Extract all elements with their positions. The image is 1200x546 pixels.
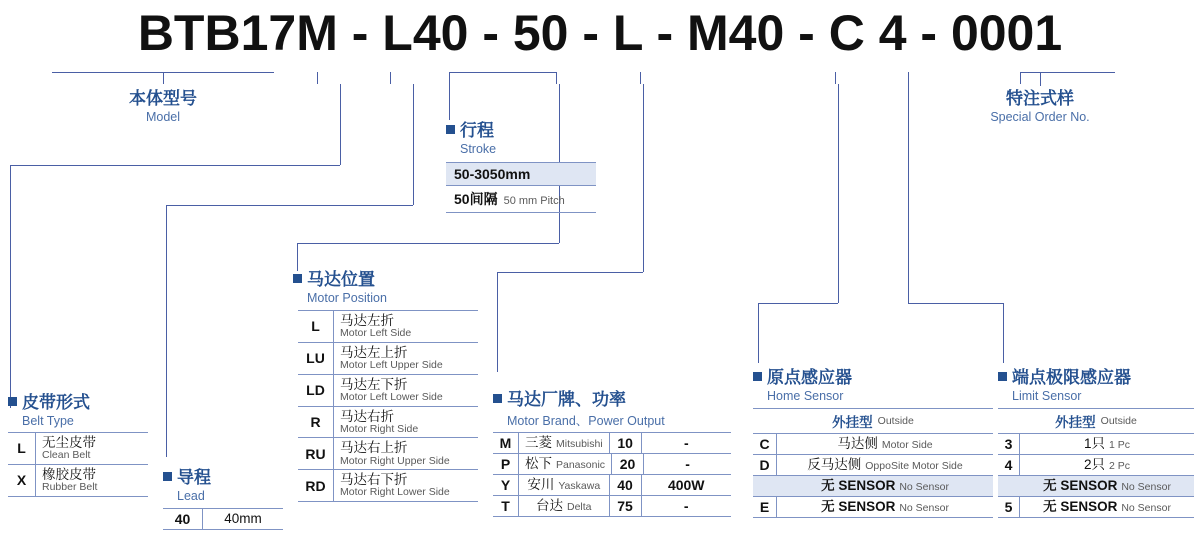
leader-line [835,72,836,84]
table-row [493,454,731,475]
row-desc: 马达左上折 Motor Left Upper Side [340,344,443,371]
table-row [8,433,148,465]
row-desc: 橡胶皮带 Rubber Belt [42,466,98,493]
label-motor-position: 马达位置 Motor Position [293,265,387,305]
row-code: RU [298,438,334,469]
leader-line [556,72,557,84]
table-row [753,434,993,455]
table-row [493,475,731,496]
row-code: Y [493,475,519,495]
leader-line [390,72,391,84]
row-brand: 松下 Panasonic [519,454,612,474]
leader-line [449,72,450,120]
row-code: 40 [163,509,203,529]
row-code [998,476,1020,496]
row-desc: 马达右上折 Motor Right Upper Side [340,440,450,467]
table-limit-sensor [998,408,1194,518]
table-home-sensor [753,408,993,518]
leader-line [908,303,1003,304]
row-header: 外挂型 Outside [832,415,914,430]
leader-line [10,165,11,408]
row-desc: 马达右下折 Motor Right Lower Side [340,472,450,499]
row-code: T [493,496,519,516]
label-stroke: 行程 Stroke [446,116,496,156]
leader-line [643,84,644,272]
leader-line [340,84,341,165]
table-row [493,433,731,454]
row-code: X [8,465,36,496]
row-power: - [684,435,689,451]
bullet-square-icon [446,125,455,134]
row-code: LD [298,375,334,406]
row-desc: 无尘皮带 Clean Belt [42,435,96,462]
table-row [298,438,478,470]
row-desc: 1只 1 Pc [1083,436,1131,451]
bullet-square-icon [493,394,502,403]
row-power-code: 10 [610,433,642,453]
row-desc: 40mm [224,511,262,526]
label-special-order: 特注式样 Special Order No. [990,89,1090,124]
row-code: P [493,454,519,474]
row-code: C [753,434,777,454]
row-brand: 三菱 Mitsubishi [519,433,610,453]
row-code: D [753,455,777,475]
row-power: - [685,456,690,472]
bullet-square-icon [293,274,302,283]
label-model: 本体型号 Model [129,89,197,124]
leader-line [758,303,838,304]
table-row [298,311,478,343]
table-row [998,497,1194,518]
label-lead: 导程 Lead [163,463,211,503]
table-lead [163,508,283,530]
row-code: LU [298,343,334,374]
row-desc: 无 SENSOR No Sensor [1043,478,1171,493]
leader-line [166,205,167,457]
table-row-header [753,409,993,434]
row-power-code: 40 [610,475,642,495]
leader-line [497,272,498,372]
label-limit-sensor: 端点极限感应器 Limit Sensor [998,363,1131,403]
leader-line [640,72,641,84]
row-desc: 2只 2 Pc [1083,457,1131,472]
table-row [298,375,478,407]
table-row-header [998,409,1194,434]
table-belt-type [8,432,148,497]
row-desc: 马达左下折 Motor Left Lower Side [340,376,443,403]
row-desc: 马达右折 Motor Right Side [340,408,419,435]
table-row [8,465,148,497]
table-row [298,407,478,439]
label-home-sensor: 原点感应器 Home Sensor [753,363,852,403]
label-belt-type: 皮带形式 Belt Type [8,388,90,428]
table-row [298,343,478,375]
leader-line [1003,303,1004,363]
table-row [998,476,1194,497]
row-code: R [298,407,334,438]
row-power: 400W [667,477,705,493]
table-motor-position [298,310,478,502]
table-motor-brand [493,432,731,517]
leader-line [449,72,556,73]
row-power-code: 20 [612,454,644,474]
leader-line [497,272,643,273]
label-motor-brand: 马达厂牌、功率 Motor Brand、Power Output [493,385,665,429]
bullet-square-icon [8,397,17,406]
row-code: E [753,497,777,517]
row-code: L [298,311,334,342]
leader-line [758,303,759,363]
leader-line [413,84,414,205]
table-row [753,497,993,518]
row-desc: 无 SENSOR No Sensor [821,498,949,514]
row-code: L [8,433,36,464]
leader-line [838,84,839,303]
leader-line [163,72,164,84]
table-row [753,455,993,476]
row-desc: 马达侧 Motor Side [837,436,933,451]
row-brand: 安川 Yaskawa [519,475,610,495]
stroke-range: 50-3050mm [446,162,596,186]
leader-line [10,165,340,166]
row-code: 3 [998,434,1020,454]
row-desc: 无 SENSOR No Sensor [821,478,949,493]
leader-line [317,72,318,84]
table-row [998,455,1194,476]
row-header: 外挂型 Outside [1055,415,1137,430]
leader-line [297,243,559,244]
table-row [493,496,731,517]
row-code: 4 [998,455,1020,475]
row-power: - [683,498,689,514]
bullet-square-icon [998,372,1007,381]
row-code: RD [298,470,334,501]
bullet-square-icon [163,472,172,481]
row-power-code: 75 [610,496,642,516]
row-code [753,476,777,496]
row-code: 5 [998,497,1020,517]
leader-line [166,205,413,206]
row-desc: 反马达侧 OppoSite Motor Side [807,457,963,472]
model-code: BTB17M - L40 - 50 - L - M40 - C 4 - 0001 [137,5,1063,61]
table-row [998,434,1194,455]
table-row [163,509,283,530]
table-row [298,470,478,502]
stroke-values [446,162,596,213]
row-brand: 台达 Delta [519,496,610,516]
table-row [753,476,993,497]
row-desc: 马达左折 Motor Left Side [340,313,412,340]
leader-line [1020,72,1021,84]
leader-line [908,84,909,303]
leader-line [908,72,909,84]
row-code: M [493,433,519,453]
bullet-square-icon [753,372,762,381]
leader-line [1020,72,1115,73]
row-desc: 无 SENSOR No Sensor [1043,498,1171,514]
stroke-pitch: 50间隔 50 mm Pitch [446,186,596,213]
